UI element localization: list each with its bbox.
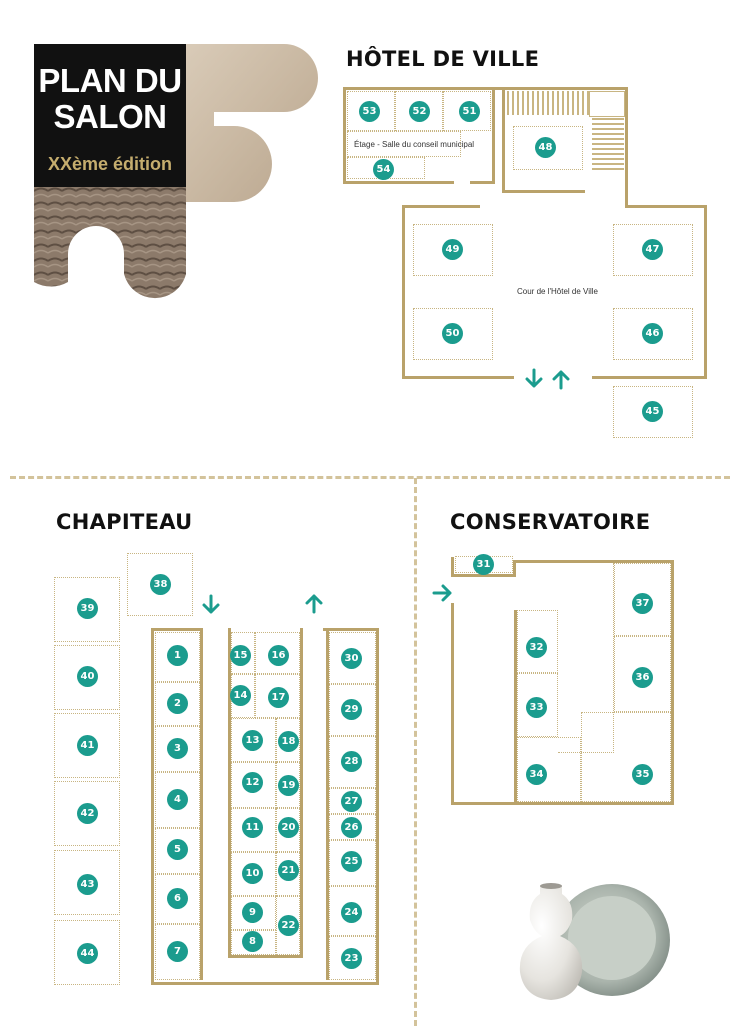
booth-badge: 28 [341, 751, 362, 772]
booth-badge: 49 [442, 239, 463, 260]
wall [502, 87, 505, 193]
wall [402, 205, 405, 378]
booth-badge: 43 [77, 874, 98, 895]
booth-badge: 39 [77, 598, 98, 619]
wall [343, 87, 503, 90]
booth-badge: 25 [341, 851, 362, 872]
booth-badge: 14 [230, 685, 251, 706]
booth-badge: 46 [642, 323, 663, 344]
arrow-up-icon [303, 592, 325, 614]
booth-badge: 19 [278, 775, 299, 796]
booth-badge: 51 [459, 101, 480, 122]
booth-badge: 2 [167, 693, 188, 714]
wall [451, 802, 674, 805]
booth-badge: 38 [150, 574, 171, 595]
arrow-down-icon [523, 368, 545, 390]
booth-35[interactable] [581, 712, 671, 802]
title-box [34, 44, 186, 187]
divider-vertical [414, 478, 417, 1026]
booth-badge: 48 [535, 137, 556, 158]
wall [151, 982, 379, 985]
arrow-down-icon [200, 594, 222, 616]
wall [300, 628, 303, 958]
booth-badge: 21 [278, 860, 299, 881]
booth-badge: 24 [341, 902, 362, 923]
booth-badge: 29 [341, 699, 362, 720]
booth-badge: 32 [526, 637, 547, 658]
booth-badge: 40 [77, 666, 98, 687]
booth-badge: 30 [341, 648, 362, 669]
arrow-right-icon [432, 582, 454, 604]
booth-badge: 6 [167, 888, 188, 909]
vases-illustration [500, 880, 680, 1008]
wall [625, 205, 707, 208]
section-title-conservatoire: CONSERVATOIRE [450, 510, 651, 534]
title-line-2: SALON [53, 98, 167, 135]
booth-badge: 50 [442, 323, 463, 344]
booth-badge: 5 [167, 839, 188, 860]
booth-badge: 18 [278, 731, 299, 752]
wall [671, 560, 674, 805]
wall [704, 205, 707, 379]
booth-badge: 26 [341, 817, 362, 838]
booth-badge: 9 [242, 902, 263, 923]
wall [402, 205, 480, 208]
booth-badge: 23 [341, 948, 362, 969]
title-line-1: PLAN DU [38, 62, 182, 99]
booth-badge: 47 [642, 239, 663, 260]
stairs [592, 118, 624, 170]
booth-badge: 1 [167, 645, 188, 666]
booth-badge: 45 [642, 401, 663, 422]
booth-badge: 3 [167, 738, 188, 759]
wall [402, 376, 514, 379]
booth-badge: 37 [632, 593, 653, 614]
wall [592, 376, 707, 379]
wall [323, 628, 379, 631]
booth-badge: 10 [242, 863, 263, 884]
booth-badge: 22 [278, 915, 299, 936]
wall [343, 181, 454, 184]
booth-badge: 42 [77, 803, 98, 824]
section-title-hotel: HÔTEL DE VILLE [346, 47, 540, 71]
booth-badge: 33 [526, 697, 547, 718]
booth-badge: 54 [373, 159, 394, 180]
section-title-chapiteau: CHAPITEAU [56, 510, 193, 534]
wall [625, 87, 628, 205]
booth-badge: 27 [341, 791, 362, 812]
wall [151, 628, 154, 985]
booth-badge: 34 [526, 764, 547, 785]
booth-badge: 8 [242, 931, 263, 952]
booth-badge: 35 [632, 764, 653, 785]
booth-badge: 17 [268, 687, 289, 708]
cour-label: Cour de l'Hôtel de Ville [517, 287, 598, 296]
divider-horizontal [10, 476, 730, 479]
wall [151, 628, 203, 631]
wall [228, 955, 303, 958]
booth-badge: 44 [77, 943, 98, 964]
edition-label: XXème édition [47, 154, 173, 174]
wall [492, 87, 495, 184]
etage-label: Étage - Salle du conseil municipal [354, 140, 475, 149]
booth-badge: 41 [77, 735, 98, 756]
booth-badge: 4 [167, 789, 188, 810]
booth-badge: 7 [167, 941, 188, 962]
arrow-up-icon [550, 368, 572, 390]
booth-badge: 13 [242, 730, 263, 751]
booth-badge: 15 [230, 645, 251, 666]
wall [343, 87, 346, 183]
booth-badge: 20 [278, 817, 299, 838]
wall [513, 560, 516, 577]
booth-badge: 36 [632, 667, 653, 688]
booth-badge: 12 [242, 772, 263, 793]
booth-badge: 52 [409, 101, 430, 122]
booth-badge: 31 [473, 554, 494, 575]
wall [200, 628, 203, 980]
landing [589, 91, 625, 117]
wall [502, 190, 585, 193]
wall [502, 87, 628, 90]
booth-badge: 16 [268, 645, 289, 666]
stairs [507, 91, 589, 115]
wall [376, 628, 379, 985]
booth-badge: 11 [242, 817, 263, 838]
booth-badge: 53 [359, 101, 380, 122]
wall [451, 603, 454, 805]
